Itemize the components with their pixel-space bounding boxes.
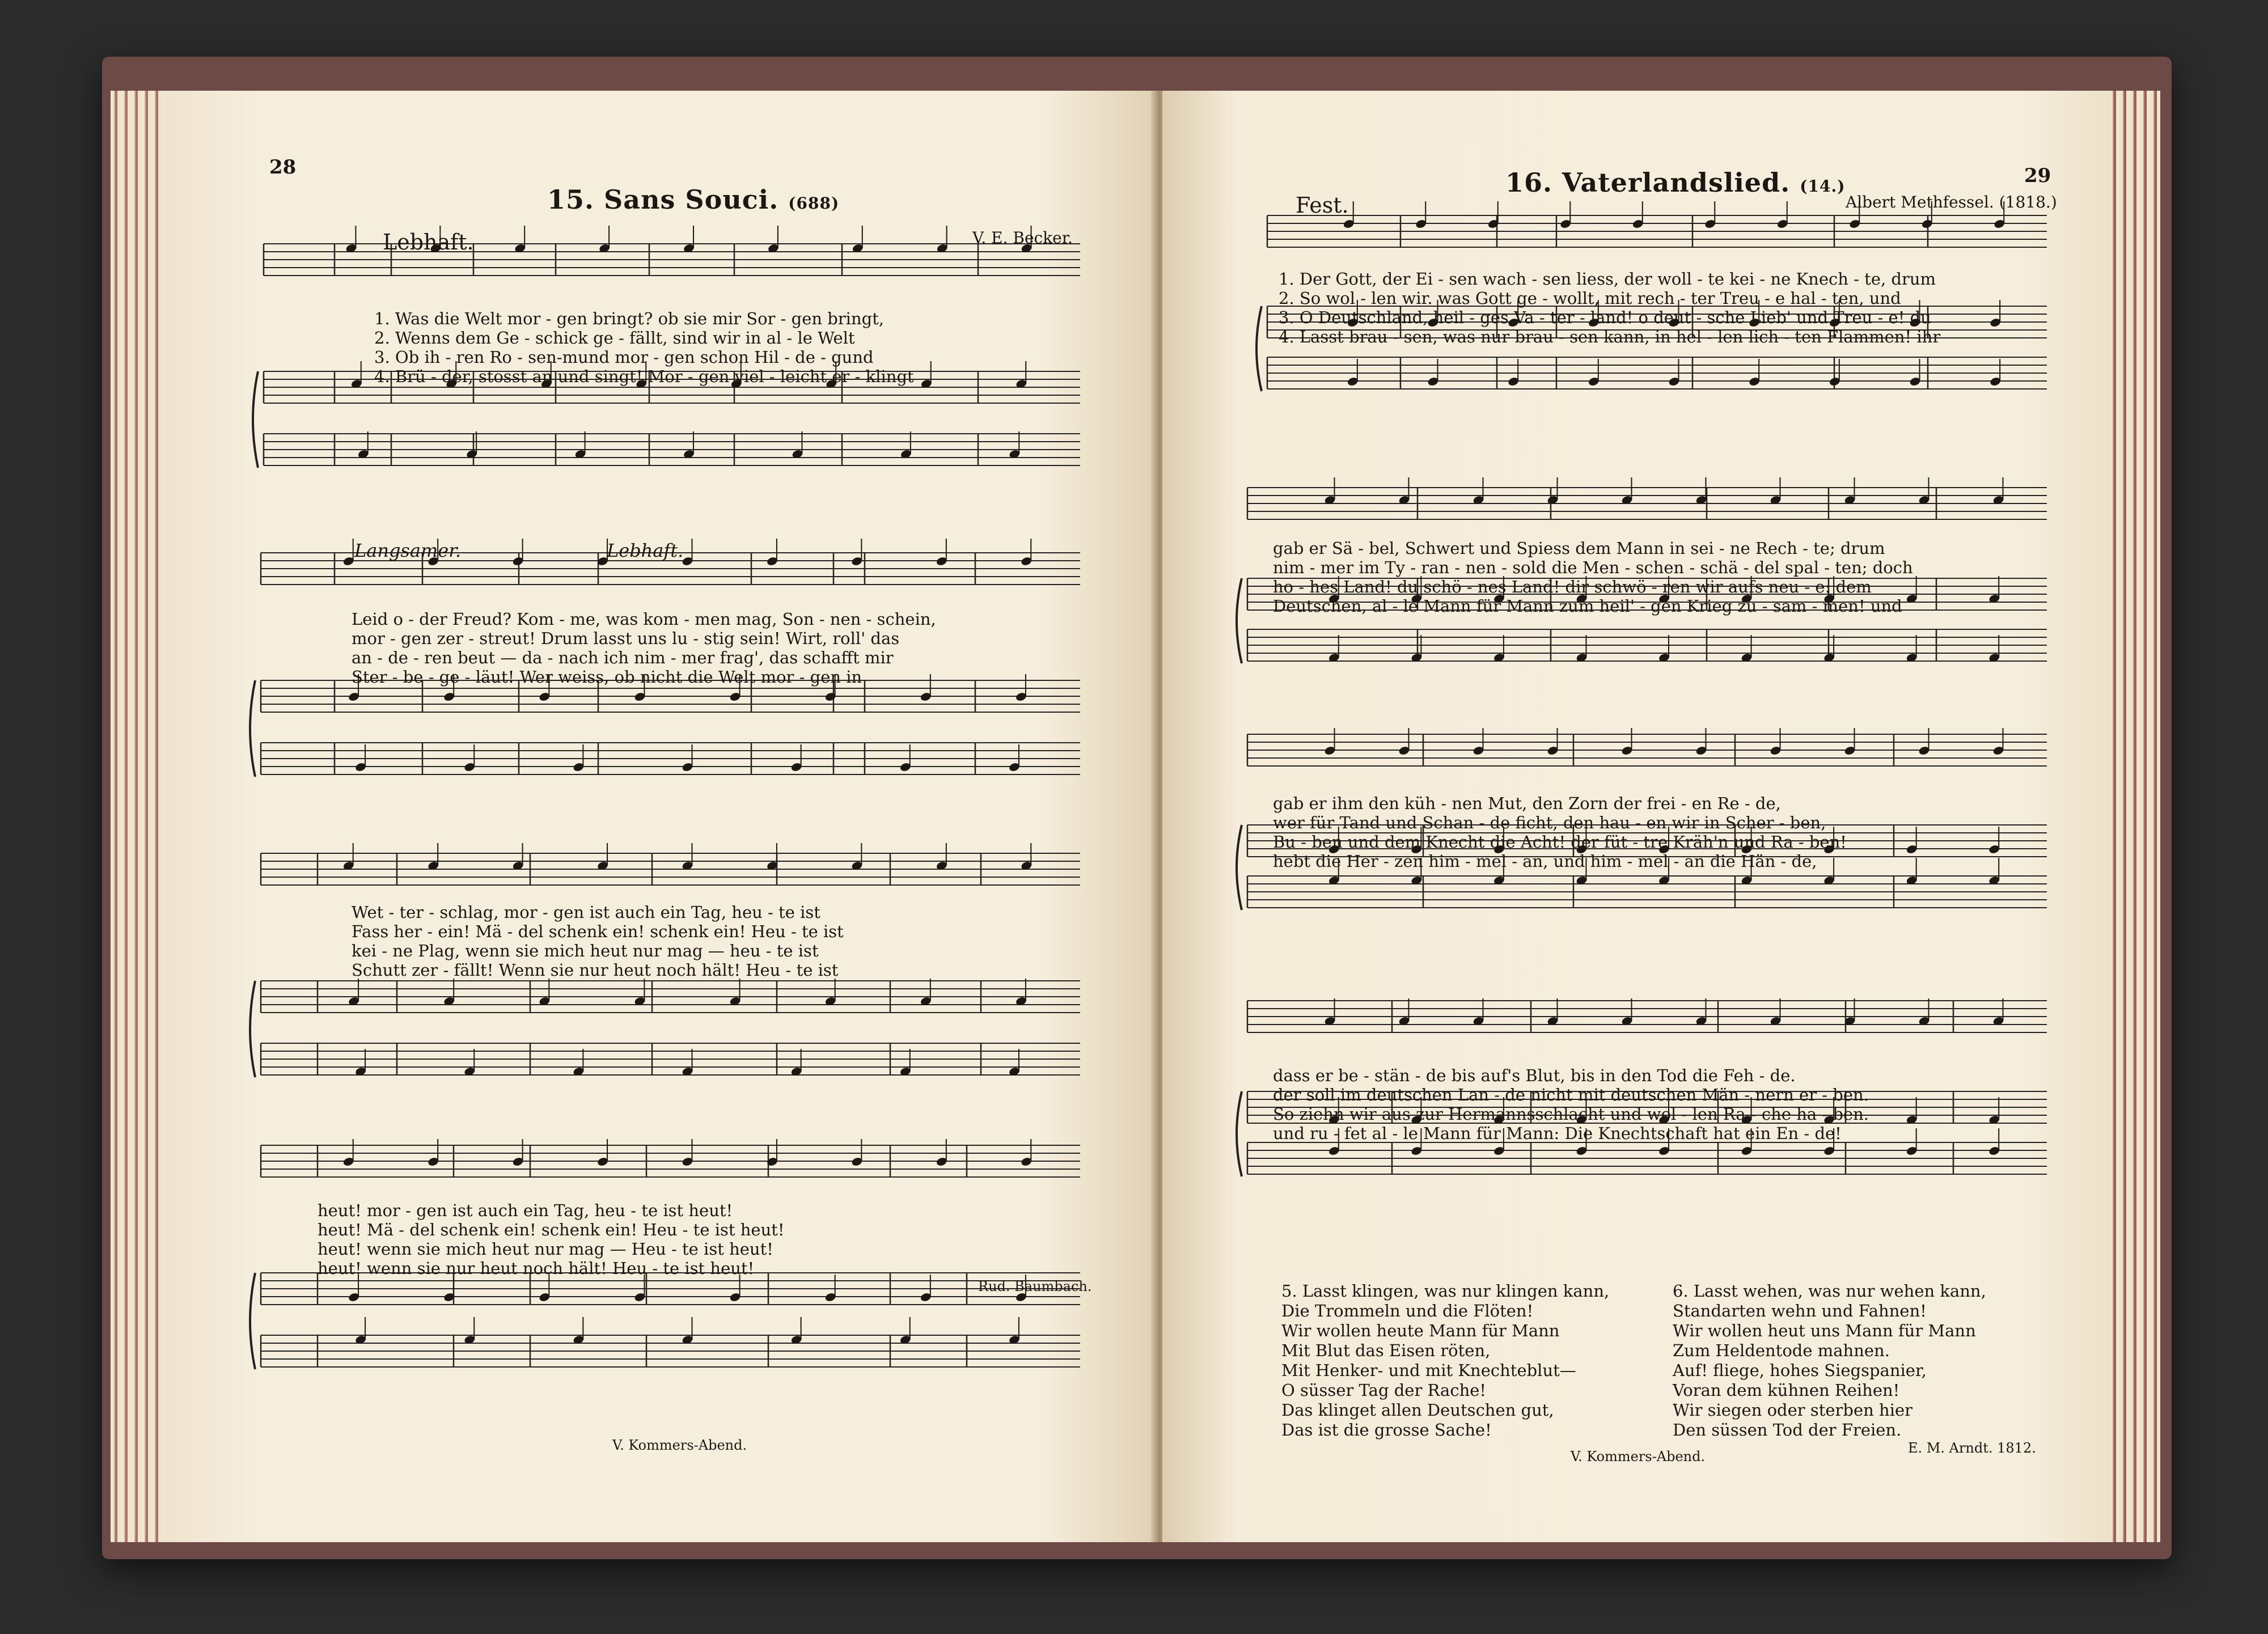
lyric-line: 3. O Deutschland, heil - ges Va - ter - land! o deut - sche Lieb' und Treu - e! du [1279,308,1931,327]
song-reference: (688) [788,194,840,213]
lyrics-system-1 [374,309,914,386]
song-number: 16. [1505,167,1553,198]
lyric-line: 1. Der Gott, der Ei - sen wach - sen liess, der woll - te kei - ne Knech - te, drum [1279,269,1936,289]
lyrics-system-2 [1273,539,1913,616]
page-edges-right [2109,91,2160,1542]
lyricist: Rud. Baumbach. [978,1279,1092,1294]
lyrics-system-1 [1279,269,1940,346]
verse-6: 6. Lasst wehen, was nur wehen kann, Standarten wehn und Fahnen! Wir wollen heut uns Mann für Mann Zum Heldentode mahnen. Auf! fliege, hohes Siegspanier, Voran dem kühnen Reihen! Wir siegen oder sterben hier Den süssen Tod der Freien. [1673,1281,1986,1440]
lyric-line: hebt die Her - zen him - mel - an, und him - mel - an die Hän - de, [1273,852,1817,871]
lyric-line: heut! wenn sie nur heut noch hält! Heu - te ist heut! [318,1259,755,1278]
lyric-line: gab er Sä - bel, Schwert und Spiess dem Mann in sei - ne Rech - te; drum [1273,539,1885,558]
lyric-line: Deutschen, al - le Mann für Mann zum heil' - gen Krieg zu - sam - men! und [1273,596,1902,616]
lyrics-system-4 [1273,1066,1869,1143]
composer: V. E. Becker. [972,228,1073,247]
system-brace [1237,1091,1242,1176]
tempo-marking: Lebhaft. [383,230,474,255]
system-brace [250,981,255,1077]
lyric-line: Leid o - der Freud? Kom - me, was kom - men mag, Son - nen - schein, [352,609,936,629]
song-title: Sans Souci. [604,184,779,215]
lyric-line: und ru - fet al - le Mann für Mann: Die Knechtschaft hat ein En - de! [1273,1124,1842,1143]
lyric-line: 2. So wol - len wir. was Gott ge - wollt, mit rech - ter Treu - e hal - ten, und [1279,289,1901,308]
page-edges-left [111,91,164,1542]
lyric-line: Schutt zer - fällt! Wenn sie nur heut noch hält! Heu - te ist [352,960,839,980]
tempo-lebhaft: Lebhaft. [607,540,684,561]
lyric-line: Fass her - ein! Mä - del schenk ein! schenk ein! Heu - te ist [352,922,844,941]
lyric-line: dass er be - stän - de bis auf's Blut, bis in den Tod die Feh - de. [1273,1066,1796,1085]
lyric-line: ho - hes Land! du schö - nes Land! dir schwö - ren wir aufs neu - e: dem [1273,577,1872,596]
system-brace [1237,825,1242,910]
lyric-line: 4. Brü - der, stosst an und singt! Mor - gen viel - leicht er - klingt [374,367,914,386]
system-brace [253,371,258,468]
composer: Albert Methfessel. (1818.) [1846,193,2057,211]
lyric-line: kei - ne Plag, wenn sie mich heut nur mag — heu - te ist [352,941,819,960]
lyric-line: wer für Tand und Schan - de ficht, den hau - en wir in Scher - ben, [1273,813,1826,832]
lyrics-system-2 [352,609,936,687]
right-page [1162,91,2112,1542]
lyrics-system-3 [1273,794,1847,871]
song-reference: (14.) [1800,177,1846,196]
song-number: 15. [547,184,595,215]
lyric-line: Ster - be - ge - läut! Wer weiss, ob nicht die Welt mor - gen in [352,667,862,687]
lyric-line: gab er ihm den küh - nen Mut, den Zorn der frei - en Re - de, [1273,794,1781,813]
song-title-line [547,184,839,215]
page-footer: V. Kommers-Abend. [612,1437,747,1453]
lyric-line: heut! mor - gen ist auch ein Tag, heu - te ist heut! [318,1201,733,1220]
page-number: 29 [2024,164,2051,187]
lyric-line: mor - gen zer - streut! Drum lasst uns lu - stig sein! Wirt, roll' das [352,629,900,648]
lyric-line: Bu - ben und dem Knecht die Acht! der füt - tre Kräh'n und Ra - ben! [1273,832,1847,852]
lyric-line: der soll im deutschen Lan - de nicht mit deutschen Män - nern er - ben. [1273,1085,1869,1104]
lyric-line: 4. Lasst brau - sen, was nur brau - sen kann, in hel - len lich - ten Flammen! ihr [1279,327,1941,346]
lyric-line: heut! wenn sie mich heut nur mag — Heu - te ist heut! [318,1239,773,1259]
lyrics-system-4 [318,1201,785,1278]
lyric-line: Wet - ter - schlag, mor - gen ist auch ein Tag, heu - te ist [352,903,820,922]
lyric-line: an - de - ren beut — da - nach ich nim - mer frag', das schafft mir [352,648,894,667]
left-page [164,91,1157,1542]
lyricist: E. M. Arndt. 1812. [1908,1440,2036,1456]
system-brace [250,680,255,777]
left-music-notation [164,91,1157,1542]
system-brace [1256,306,1262,391]
lyric-line: 2. Wenns dem Ge - schick ge - fällt, sind wir in al - le Welt [374,328,855,348]
page-number: 28 [269,156,297,179]
lyric-line: nim - mer im Ty - ran - nen - sold die Men - schen - schä - del spal - ten; doch [1273,558,1913,577]
page-footer: V. Kommers-Abend. [1571,1449,1706,1464]
lyric-line: 3. Ob ih - ren Ro - sen-mund mor - gen schon Hil - de - gund [374,348,874,367]
tempo-langsamer: Langsamer. [354,540,462,561]
system-brace [250,1273,255,1369]
lyric-line: So ziehn wir aus zur Hermannsschlacht und wol - len Ra - che ha - ben. [1273,1104,1869,1124]
song-title: Vaterlandslied. [1562,167,1791,198]
lyric-line: 1. Was die Welt mor - gen bringt? ob sie mir Sor - gen bringt, [374,309,885,328]
tempo-marking: Fest. [1296,193,1349,218]
lyric-line: heut! Mä - del schenk ein! schenk ein! Heu - te ist heut! [318,1220,785,1239]
verse-5: 5. Lasst klingen, was nur klingen kann, Die Trommeln und die Flöten! Wir wollen heute Mann für Mann Mit Blut das Eisen röten, Mit Henker- und mit Knechteblut— O süsser Tag der Rache! Das klinget allen Deutschen gut, Das ist die grosse Sache! [1281,1281,1610,1440]
lyrics-system-3 [352,903,844,980]
song-title-line [1505,167,1846,198]
system-brace [1237,578,1242,663]
